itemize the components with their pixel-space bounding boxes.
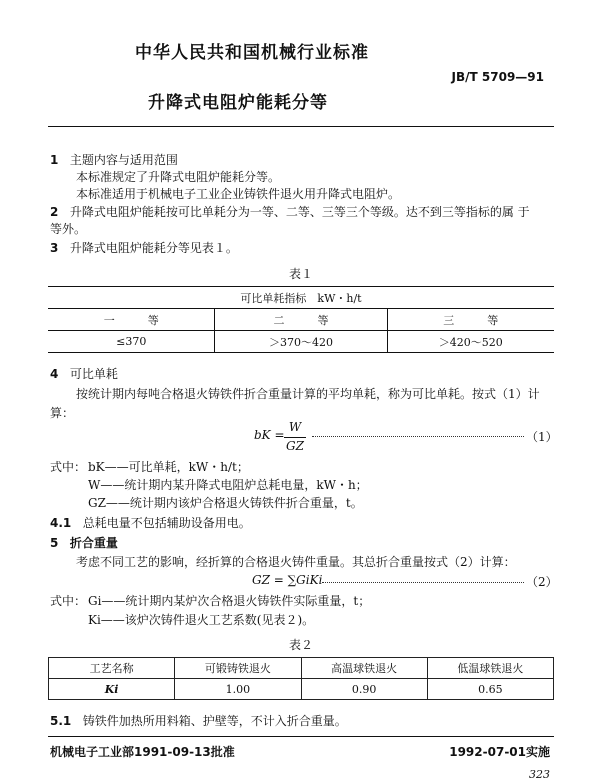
sec4-line1: 按统计期内每吨合格退火铸铁件折合重量计算的平均单耗，称为可比单耗。按式（1）计 xyxy=(76,387,540,401)
table2-header-malleable: 可锻铸铁退火 xyxy=(175,658,301,679)
sec4-num: 4 xyxy=(50,367,59,381)
document-title: 升降式电阻炉能耗分等 xyxy=(148,93,328,113)
sec3-text: 升降式电阻炉能耗分等见表１。 xyxy=(69,241,238,255)
sec4-heading xyxy=(50,366,118,382)
sec51-line xyxy=(50,713,347,729)
sec1-num: 1 xyxy=(50,153,59,167)
sec5-num: 5 xyxy=(50,536,59,550)
fraction-bar xyxy=(284,437,306,438)
page-number: 323 xyxy=(529,768,550,781)
sec2-num: 2 xyxy=(50,205,59,219)
sec5-where-label: 式中： xyxy=(50,594,87,608)
sec4-heading-text: 可比单耗 xyxy=(69,367,118,381)
sec41-text: 总耗电量不包括辅助设备用电。 xyxy=(82,516,251,530)
table1 xyxy=(48,286,554,353)
sec4-where1: bK——可比单耗，kW・h/t； xyxy=(88,460,249,474)
table2-caption: 表２ xyxy=(288,638,313,652)
sec5-heading xyxy=(50,535,118,551)
table2-header-process: 工艺名称 xyxy=(49,658,175,679)
formula1-denominator: GZ xyxy=(286,439,304,453)
formula2-number: （2） xyxy=(526,575,558,589)
table1-value-3: ＞420～520 xyxy=(438,335,503,349)
sec1-line1: 本标准规定了升降式电阻炉能耗分等。 xyxy=(76,170,281,184)
table1-header: 可比单耗指标 kW・h/t xyxy=(240,291,362,305)
formula1-lhs: bK = xyxy=(254,428,285,442)
sec4-where-label: 式中： xyxy=(50,460,87,474)
sec41-line xyxy=(50,515,251,531)
formula1-number: （1） xyxy=(526,430,558,444)
header-rule xyxy=(48,126,554,127)
table2-value-3: 0.65 xyxy=(427,679,553,700)
sec5-heading-text: 折合重量 xyxy=(69,536,118,550)
footer-approved: 机械电子工业部1991-09-13批准 xyxy=(50,745,235,759)
formula1 xyxy=(254,428,285,442)
table1-caption: 表１ xyxy=(288,267,313,281)
standard-code: JB/T 5709—91 xyxy=(451,70,544,84)
table1-grade-2: 二 等 xyxy=(215,309,387,331)
footer-rule xyxy=(48,736,554,737)
sec1-heading xyxy=(50,152,178,168)
sec3-line xyxy=(50,240,238,256)
sec51-num: 5.1 xyxy=(50,714,72,728)
table2-row-label: Ki xyxy=(49,679,175,700)
sec51-text: 铸铁件加热所用料箱、护壁等，不计入折合重量。 xyxy=(82,714,347,728)
table1-value-2: ＞370～420 xyxy=(215,331,387,353)
sec4-where2: W——统计期内某升降式电阻炉总耗电量，kW・h； xyxy=(88,478,368,492)
formula2: GZ = ∑GiKi xyxy=(252,573,323,587)
sec4-line2: 算： xyxy=(50,406,75,420)
sec5-line1: 考虑不同工艺的影响，经折算的合格退火铸件重量。其总折合重量按式（2）计算： xyxy=(76,555,516,569)
table1-grade-3: 三 等 xyxy=(443,313,499,327)
table1-grade-1: 一 等 xyxy=(103,313,159,327)
formula1-numerator: W xyxy=(288,420,302,434)
table2 xyxy=(48,657,554,700)
formula2-leader xyxy=(322,582,524,583)
sec2-line2: 等外。 xyxy=(50,222,87,236)
table2-header-low-temp: 低温球铁退火 xyxy=(427,658,553,679)
sec1-heading-text: 主题内容与适用范围 xyxy=(69,153,178,167)
table1-value-1: ≤370 xyxy=(116,335,147,348)
sec3-num: 3 xyxy=(50,241,59,255)
table2-value-2: 0.90 xyxy=(301,679,427,700)
formula1-leader xyxy=(312,436,524,437)
sec5-where2: Ki——该炉次铸件退火工艺系数(见表２)。 xyxy=(88,613,315,627)
footer-effective: 1992-07-01实施 xyxy=(449,745,550,759)
sec2-text: 升降式电阻炉能耗按可比单耗分为一等、二等、三等三个等级。达不到三等指标的属 于 xyxy=(69,205,530,219)
sec41-num: 4.1 xyxy=(50,516,72,530)
standard-org-title: 中华人民共和国机械行业标准 xyxy=(135,43,369,63)
sec2-line1 xyxy=(50,204,530,220)
sec4-where3: GZ——统计期内该炉合格退火铸铁件折合重量，t。 xyxy=(88,496,363,510)
table2-value-1: 1.00 xyxy=(175,679,301,700)
sec5-where1: Gi——统计期内某炉次合格退火铸铁件实际重量，t； xyxy=(88,594,371,608)
table2-header-high-temp: 高温球铁退火 xyxy=(301,658,427,679)
sec1-line2: 本标准适用于机械电子工业企业铸铁件退火用升降式电阻炉。 xyxy=(76,187,401,201)
